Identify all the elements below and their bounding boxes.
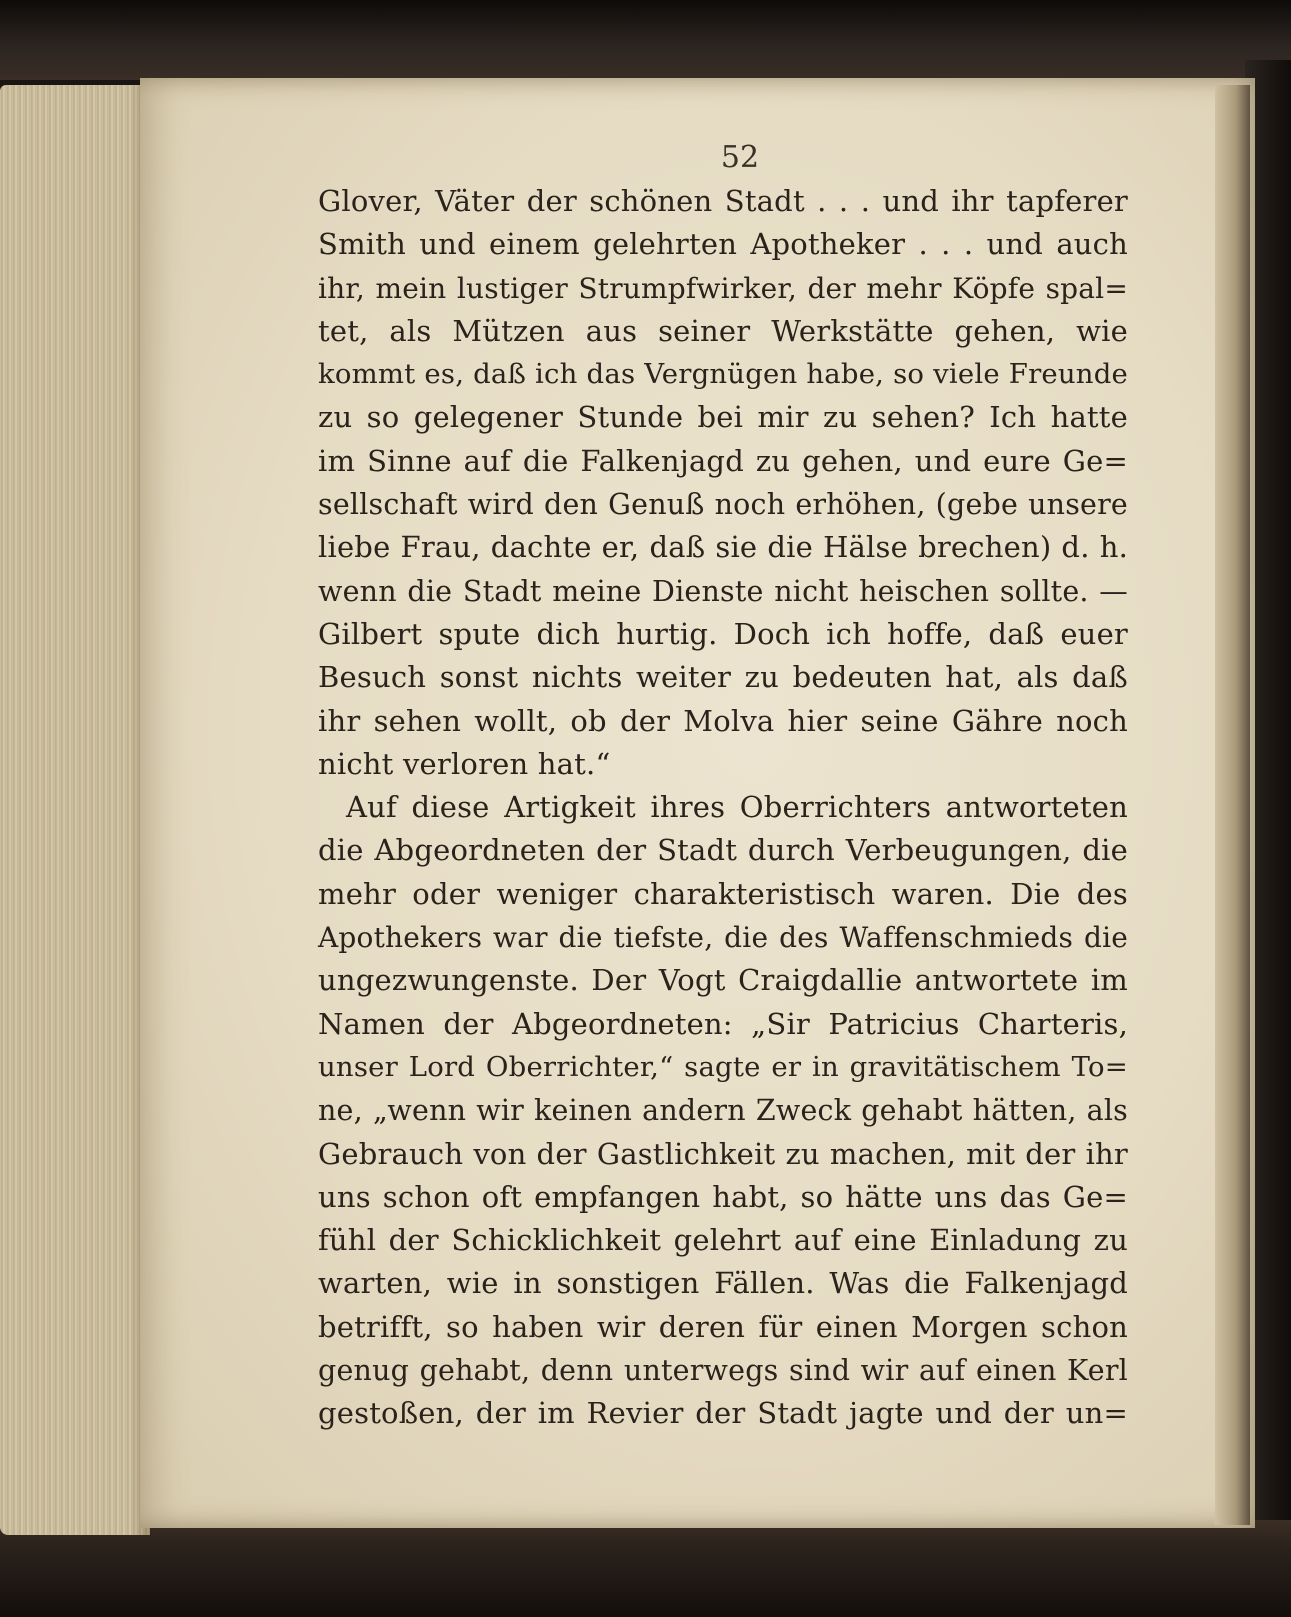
text-line: Smith und einem gelehrten Apotheker . . . und auch — [318, 227, 1128, 262]
text-line: gestoßen, der im Revier der Stadt jagte und der un= — [318, 1396, 1128, 1431]
book-cover-top — [0, 0, 1291, 80]
body-text — [318, 180, 1128, 1436]
text-line: kommt es, daß ich das Vergnügen habe, so viele Freunde — [318, 358, 1128, 391]
text-line: Glover, Väter der schönen Stadt . . . und ihr tapferer — [318, 184, 1128, 218]
text-line: wenn die Stadt meine Dienste nicht heischen sollte. — — [318, 574, 1128, 608]
text-line: Gebrauch von der Gastlichkeit zu machen, mit der ihr — [318, 1136, 1128, 1171]
text-line: Auf diese Artigkeit ihres Oberrichters antworteten — [346, 790, 1128, 825]
text-line: tet, als Mützen aus seiner Werkstätte gehen, wie — [318, 313, 1128, 348]
text-line: zu so gelegener Stunde bei mir zu sehen? Ich hatte — [318, 400, 1128, 435]
text-line: mehr oder weniger charakteristisch waren. Die des — [318, 876, 1128, 911]
text-line: Gilbert spute dich hurtig. Doch ich hoffe, daß euer — [318, 616, 1128, 651]
text-line: Besuch sonst nichts weiter zu bedeuten hat, als daß — [318, 660, 1128, 695]
page-edges — [0, 85, 150, 1535]
page-gutter — [1215, 85, 1250, 1525]
text-line: nicht verloren hat.“ — [318, 746, 611, 781]
text-line: die Abgeordneten der Stadt durch Verbeugungen, die — [318, 833, 1128, 868]
text-line: ihr, mein lustiger Strumpfwirker, der mehr Köpfe spal= — [318, 271, 1128, 305]
text-line: ungezwungenste. Der Vogt Craigdallie antwortete im — [318, 963, 1128, 998]
text-line: Namen der Abgeordneten: „Sir Patricius Charteris, — [318, 1006, 1128, 1041]
text-line: Apothekers war die tiefste, die des Waffenschmieds die — [318, 921, 1128, 955]
text-line: warten, wie in sonstigen Fällen. Was die Falkenjagd — [318, 1266, 1128, 1301]
text-line: liebe Frau, dachte er, daß sie die Hälse brechen) d. h. — [318, 530, 1128, 565]
book-cover-bottom — [0, 1520, 1291, 1617]
text-line: im Sinne auf die Falkenjagd zu gehen, und eure Ge= — [318, 443, 1128, 478]
text-line: genug gehabt, denn unterwegs sind wir auf einen Kerl — [318, 1354, 1128, 1388]
text-line: ne, „wenn wir keinen andern Zweck gehabt hätten, als — [318, 1094, 1128, 1128]
text-line: fühl der Schicklichkeit gelehrt auf eine Einladung zu — [318, 1223, 1128, 1258]
text-line: ihr sehen wollt, ob der Molva hier seine Gähre noch — [318, 703, 1128, 738]
text-line: sellschaft wird den Genuß noch erhöhen, (gebe unsere — [318, 488, 1128, 522]
text-line: betrifft, so haben wir deren für einen Morgen schon — [318, 1309, 1128, 1344]
text-line: unser Lord Oberrichter,“ sagte er in gravitätischem To= — [318, 1050, 1128, 1083]
text-line: uns schon oft empfangen habt, so hätte uns das Ge= — [318, 1179, 1128, 1214]
page-number: 52 — [720, 140, 760, 175]
